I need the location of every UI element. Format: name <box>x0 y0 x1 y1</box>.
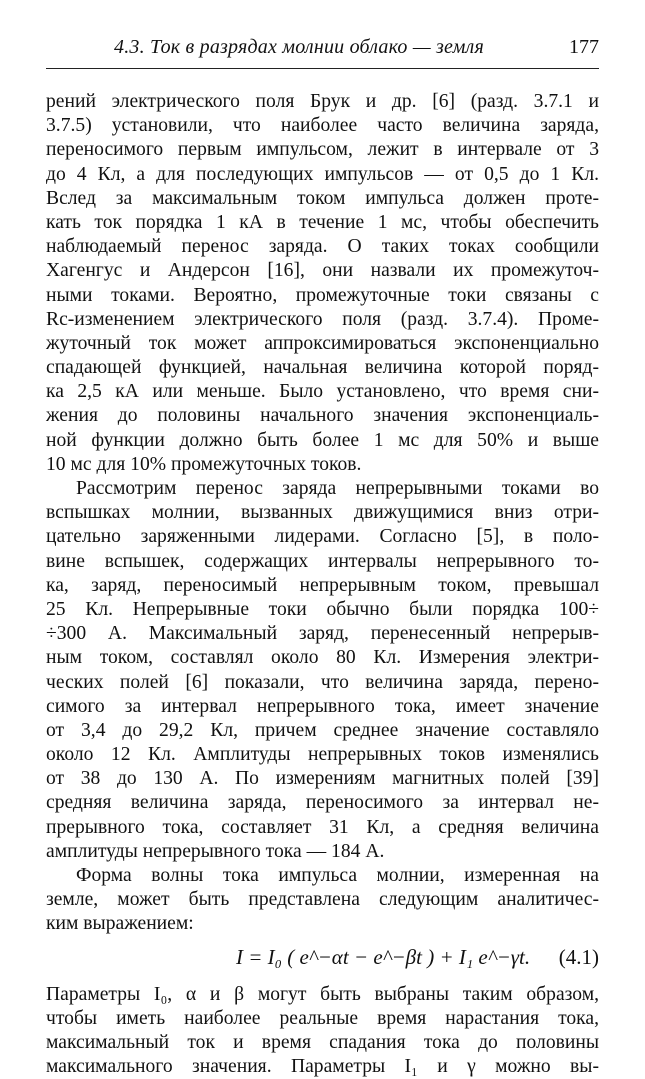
text-line: вспышках молнии, вызванных движущимися вниз отри- <box>46 502 599 524</box>
text-line: чтобы иметь наиболее реальные время нарастания тока, <box>46 1007 599 1029</box>
text-line: ным током, составлял около 80 Кл. Измерения электри- <box>46 647 599 669</box>
text-line: жения до половины начального значения экспоненциаль- <box>46 405 599 427</box>
text-line: ка 2,5 кА или меньше. Было установлено, что время сни- <box>46 381 599 403</box>
body-text <box>46 90 599 1079</box>
text-line: Rc-изменением электрического поля (разд. 3.7.4). Проме- <box>46 308 599 330</box>
text-line: цательно заряженными лидерами. Согласно [5], в поло- <box>46 526 599 548</box>
text-line: Параметры I₀, α и β могут быть выбраны таким образом, <box>46 983 599 1005</box>
text-line: до 4 Кл, а для последующих импульсов — от 0,5 до 1 Кл. <box>46 163 599 185</box>
text-line: Вслед за максимальным током импульса должен проте- <box>46 187 599 209</box>
text-line: максимального значения. Параметры I₁ и γ можно вы- <box>46 1056 599 1078</box>
text-line: прерывного тока, составляет 31 Кл, а средняя величина <box>46 816 599 838</box>
text-line: симого за интервал непрерывного тока, имеет значение <box>46 695 599 717</box>
running-title: 4.3. Ток в разрядах молнии облако — земля <box>114 36 484 58</box>
text-line: вине вспышек, содержащих интервалы непрерывного то- <box>46 550 599 572</box>
page-number: 177 <box>569 36 599 58</box>
text-line: Хагенгус и Андерсон [16], они назвали их промежуточ- <box>46 260 599 282</box>
text-line: 3.7.5) установили, что наиболее часто величина заряда, <box>46 115 599 137</box>
header-rule <box>46 68 599 69</box>
text-line: земле, может быть представлена следующим аналитичес- <box>46 889 599 911</box>
text-line: наблюдаемый перенос заряда. О таких токах сообщили <box>46 236 599 258</box>
text-line: от 38 до 130 А. По измерениям магнитных полей [39] <box>46 768 599 790</box>
text-line: Рассмотрим перенос заряда непрерывными токами во <box>76 478 599 499</box>
text-line: кать ток порядка 1 кА в течение 1 мс, чтобы обеспечить <box>46 211 599 233</box>
text-line: ческих полей [6] показали, что величина заряда, перено- <box>46 671 599 693</box>
equation-number: (4.1) <box>558 944 599 969</box>
text-line: ка, заряд, переносимый непрерывным током, превышал <box>46 574 599 596</box>
text-line: ÷300 А. Максимальный заряд, перенесенный непрерыв- <box>46 623 599 645</box>
text-line: ными токами. Вероятно, промежуточные токи связаны с <box>46 284 599 306</box>
text-line: амплитуды непрерывного тока — 184 А. <box>46 840 385 862</box>
equation-expression: I = I₀ ( e^−αt − e^−βt ) + I₁ e^−γt. <box>236 944 531 969</box>
equation <box>46 941 599 981</box>
text-line: около 12 Кл. Амплитуды непрерывных токов изменялись <box>46 744 599 766</box>
text-line: переносимого первым импульсом, лежит в интервале от 3 <box>46 139 599 161</box>
text-line: спадающей функцией, начальная величина которой поряд- <box>46 357 599 379</box>
text-line: Форма волны тока импульса молнии, измеренная на <box>76 865 599 886</box>
text-line: рений электрического поля Брук и др. [6] (разд. 3.7.1 и <box>46 91 599 112</box>
text-line: жуточный ток может аппроксимироваться экспоненциально <box>46 332 599 354</box>
text-line: ной функции должно быть более 1 мс для 50% и выше <box>46 429 599 451</box>
text-line: 10 мс для 10% промежуточных токов. <box>46 453 362 475</box>
text-line: 25 Кл. Непрерывные токи обычно были порядка 100÷ <box>46 598 599 620</box>
text-line: максимальный ток и время спадания тока до половины <box>46 1031 599 1053</box>
text-line: средняя величина заряда, переносимого за интервал не- <box>46 792 599 814</box>
page-header <box>46 36 599 62</box>
text-line: ким выражением: <box>46 913 194 935</box>
text-line: от 3,4 до 29,2 Кл, причем среднее значение составляло <box>46 719 599 741</box>
